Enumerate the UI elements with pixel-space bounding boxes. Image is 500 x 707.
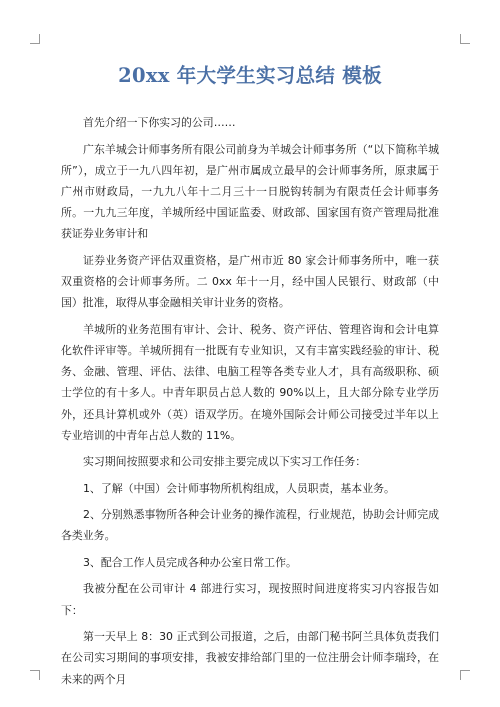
paragraph-company-history: 广东羊城会计师事务所有限公司前身为羊城会计师事务所（“以下简称羊城所”），成立于一九八四年初，是广州市属成立最早的会计师事务所，原隶属于广州市财政局，一九九八年十二月三十一日脱钩转制为有限责任会计师事务所。一九九三年度，羊城所经中国证监委、财政部、国家国有资产管理局批准获证券业务审计和	[61, 142, 439, 241]
crop-mark-top-right	[460, 34, 470, 44]
paragraph-task-1: 1、了解（中国）会计师事物所机构组成，人员职责，基本业务。	[83, 481, 395, 495]
document-title: 20xx 年大学生实习总结 模板	[118, 64, 382, 87]
paragraph-intro: 首先介绍一下你实习的公司……	[83, 116, 236, 129]
document-body	[61, 112, 439, 695]
crop-mark-top-left	[30, 34, 40, 44]
crop-mark-bottom-right	[460, 670, 470, 680]
paragraph-business-scope: 羊城所的业务范围有审计、会计、税务、资产评估、管理咨询和会计电算化软件评审等。羊城所拥有一批既有专业知识，又有丰富实践经验的审计、税务、金融、管理、评估、法律、电脑工程等各类专业人才，具有高级职称、硕士学位的有十多人。中青年职员占总人数的 90%以上，且大部分除专业学历外，还具计算机或外（英）语双学历。在境外国际会计师公司接受过半年以上专业培训的中青年占总人数的 11%。	[61, 322, 439, 442]
paragraph-task-2: 2、分别熟悉事物所各种会计业务的操作流程，行业规范，协助会计师完成各类业务。	[61, 508, 439, 543]
paragraph-tasks-intro: 实习期间按照要求和公司安排主要完成以下实习工作任务：	[83, 455, 367, 469]
paragraph-first-day: 第一天早上 8：30 正式到公司报道，之后，由部门秘书阿兰具体负责我们在公司实习期间的事项安排，我被安排给部门里的一位注册会计师李瑞玲，在未来的两个月	[61, 630, 439, 686]
paragraph-assignment: 我被分配在公司审计 4 部进行实习，现按照时间进度将实习内容报告如下：	[61, 582, 439, 617]
crop-mark-bottom-left	[30, 670, 40, 680]
paragraph-task-3: 3、配合工作人员完成各种办公室日常工作。	[83, 555, 297, 569]
paragraph-qualifications: 证券业务资产评估双重资格，是广州市近 80 家会计师事务所中，唯一获双重资格的会计师事务所。二 0xx 年十一月，经中国人民银行、财政部（中国）批准，取得从事金融相关审计业务的资格。	[61, 253, 439, 310]
